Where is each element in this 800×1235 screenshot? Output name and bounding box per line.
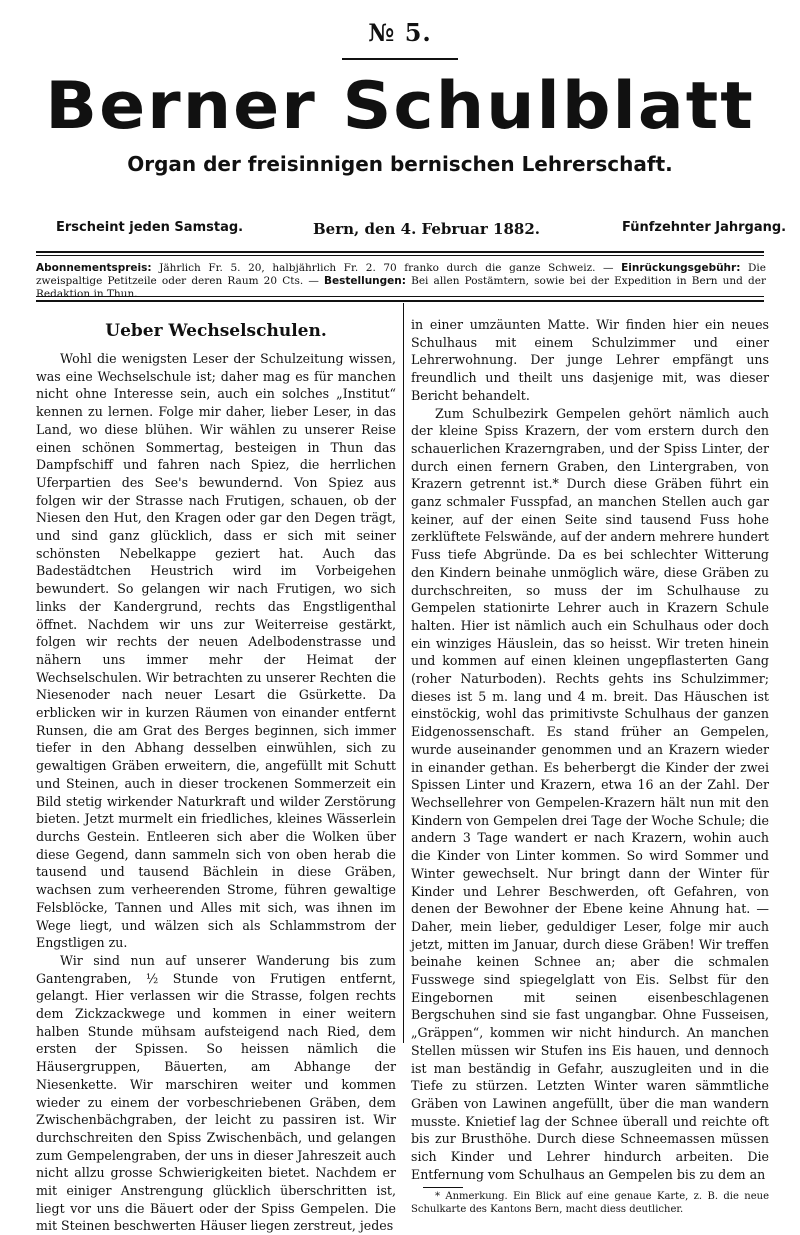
- footnote: * Anmerkung. Ein Blick auf eine genaue Karte, z. B. die neue Schulkarte des Kantons Bern, macht diess deutlicher.: [411, 1191, 769, 1216]
- insertion-text: Die zweispaltige Petitzeile oder deren Raum 20 Cts. —: [36, 262, 767, 287]
- article-title: Ueber Wechselschulen.: [105, 321, 327, 341]
- header-rule-thin: [36, 255, 764, 256]
- article-paragraph: Wohl die wenigsten Leser der Schulzeitung wissen, was eine Wechselschule ist; daher mag es für manchen nicht ohne Interesse sein, auch ein solches „Institut“ kennen zu lernen. Folge mir daher, lieber Leser, in das Land, wo diese blühen. Wir wählen zu unserer Reise einen schönen Sommertag, besteigen in Thun das Dampfschiff und fahren nach Spiez, die herrlichen Uferpartien des See's bewundernd. Von Spiez aus folgen wir der Strasse nach Frutigen, schauen, ob der Niesen den Hut, den Kragen oder gar den Degen trägt, und sind ganz glücklich, dass er sich mit seiner schönsten Nebelkappe geziert hat. Auch das Badestädtchen Heustrich wird im Vorbeigehen bewundert. So gelangen wir nach Frutigen, wo sich links der Kandergrund, rechts das Engstligenthal öffnet. Nachdem wir uns zur Weiterreise gestärkt, folgen wir rechts der neuen Adelbodenstrasse und nähern uns immer mehr der Heimat der Wechselschulen. Wir betrachten zu unserer Rechten die Niesenoder nach neuer Lesart die Gsürkette. Da erblicken wir in kurzen Räumen von einander entfernt Runsen, die am Grat des Berges beginnen, sich immer tiefer in den Abhang desselben einwühlen, sich zu gewaltigen Gräben erweitern, die, angefüllt mit Schutt und Steinen, auch in dieser trockenen Sommerzeit ein Bild stetig wirkender Naturkraft und wilder Zerstörung bieten. Jetzt murmelt ein friedliches, kleines Wässerlein durchs Gestein. Entleeren sich aber die Wolken über diese Gegend, dann sammeln sich von oben herab die tausend und tausend Bächlein in diese Gräben, wachsen zum verheerenden Strome, führen gewaltige Felsblöcke, Tannen und Alles mit sich, was ihnen im Wege liegt, und wälzen sich als Schlammstrom der Engstligen zu.: [36, 351, 396, 951]
- article-column-right: [411, 316, 769, 1216]
- dateline: Bern, den 4. Februar 1882.: [313, 220, 540, 238]
- article-paragraph: Zum Schulbezirk Gempelen gehört nämlich auch der kleine Spiss Krazern, der vom erstern durch den schauerlichen Krazerngraben, und der Spiss Linter, der durch einen fernern Graben, den Lintergraben, von Krazern getrennt ist.* Durch diese Gräben führt ein ganz schmaler Fusspfad, an manchen Stellen auch gar keiner, auf der einen Seite sind tausend Fuss hohe zerklüftete Felswände, auf der andern mehrere hundert Fuss tiefe Abgründe. Da es bei schlechter Witterung den Kindern beinahe unmöglich wäre, diese Gräben zu durchschreiten, so muss der im Schulhause zu Gempelen stationirte Lehrer auch in Krazern Schule halten. Hier ist nämlich auch ein Schulhaus oder doch ein winziges Häuslein, das so heisst. Wir treten hinein und kommen auf einen kleinen ungepflasterten Gang (roher Naturboden). Rechts gehts ins Schulzimmer; dieses ist 5 m. lang und 4 m. breit. Das Häuschen ist einstöckig, wohl das primitivste Schulhaus der ganzen Eidgenossenschaft. Es stand früher an Gempelen, wurde auseinander genommen und an Krazern wieder in einander gethan. Es beherbergt die Kinder der zwei Spissen Linter und Krazern, etwa 16 an der Zahl. Der Wechsellehrer von Gempelen-Krazern hält nun mit den Kindern von Gempelen drei Tage der Woche Schule; die andern 3 Tage wandert er nach Krazern, wohin auch die Kinder von Linter kommen. So wird Sommer und Winter gewechselt. Nur bringt dann der Winter für Kinder und Lehrer Beschwerden, oft Gefahren, von denen der Bewohner der Ebene keine Ahnung hat. — Daher, mein lieber, geduldiger Leser, folge mir auch jetzt, mitten im Januar, durch diese Gräben! Wir treffen beinahe keinen Schnee an; aber die schmalen Fusswege sind spiegelglatt von Eis. Selbst für den Eingebornen mit seinen eisenbeschlagenen Bergschuhen sind sie fast ungangbar. Ohne Fusseisen, „Gräppen“, kommen wir nicht hindurch. An manchen Stellen müssen wir Stufen ins Eis hauen, und dennoch ist man beständig in Gefahr, auszugleiten und in die Tiefe zu stürzen. Letzten Winter waren sämmtliche Gräben von Lawinen angefüllt, über die man wandern musste. Knietief lag der Schnee überall und reichte oft bis zur Brusthöhe. Durch diese Schneemassen müssen sich Kinder und Lehrer hindurch arbeiten. Die Entfernung vom Schulhaus an Gempelen bis zu dem an: [411, 405, 769, 1182]
- column-divider: [403, 303, 404, 1043]
- subscription-rule-thin: [36, 296, 764, 297]
- masthead-title: Berner Schulblatt: [45, 69, 755, 145]
- subscription-rule: [36, 300, 764, 302]
- insertion-label: Einrückungsgebühr:: [621, 262, 741, 274]
- masthead-subtitle: Organ der freisinnigen bernischen Lehrerschaft.: [127, 152, 673, 176]
- article-paragraph: Wir sind nun auf unserer Wanderung bis zum Gantengraben, ½ Stunde von Frutigen entfernt, gelangt. Hier verlassen wir die Strasse, folgen rechts dem Zickzackwege und kommen in einer weitern halben Stunde mühsam aufsteigend nach Ried, dem ersten der Spissen. So heissen nämlich die Häusergruppen, Bäuerten, am Abhange der Niesenkette. Wir marschiren weiter und kommen wieder zu einem der vorbeschriebenen Gräben, dem Zwischenbächgraben, der leicht zu passiren ist. Wir durchschreiten den Spiss Zwischenbäch, und gelangen zum Gempelengraben, der uns in dieser Jahreszeit auch nicht allzu grosse Schwierigkeiten bietet. Nachdem er mit einiger Anstrengung glücklich überschritten ist, liegt vor uns die Bäuert oder der Spiss Gempelen. Die mit Steinen beschwerten Häuser liegen zerstreut, jedes: [36, 952, 396, 1234]
- volume-label: Fünfzehnter Jahrgang.: [622, 220, 787, 235]
- issue-underline: [342, 58, 458, 60]
- price-text: Jährlich Fr. 5. 20, halbjährlich Fr. 2. 70 franko durch die ganze Schweiz. —: [159, 262, 614, 274]
- issue-number: № 5.: [368, 18, 432, 47]
- price-label: Abonnementspreis:: [36, 262, 152, 274]
- footnote-rule: [423, 1187, 463, 1188]
- publication-frequency: Erscheint jeden Samstag.: [56, 220, 244, 235]
- orders-label: Bestellungen:: [323, 275, 406, 287]
- article-column-left: [36, 320, 396, 1235]
- article-paragraph: in einer umzäunten Matte. Wir finden hier ein neues Schulhaus mit einem Schulzimmer und einer Lehrerwohnung. Der junge Lehrer empfängt uns freundlich und theilt uns dasjenige mit, was dieser Bericht behandelt.: [411, 317, 769, 403]
- orders-text: Bei allen Postämtern, sowie bei der Expedition in Bern und der Redaktion in Thun.: [36, 275, 766, 300]
- header-rule: [36, 251, 764, 253]
